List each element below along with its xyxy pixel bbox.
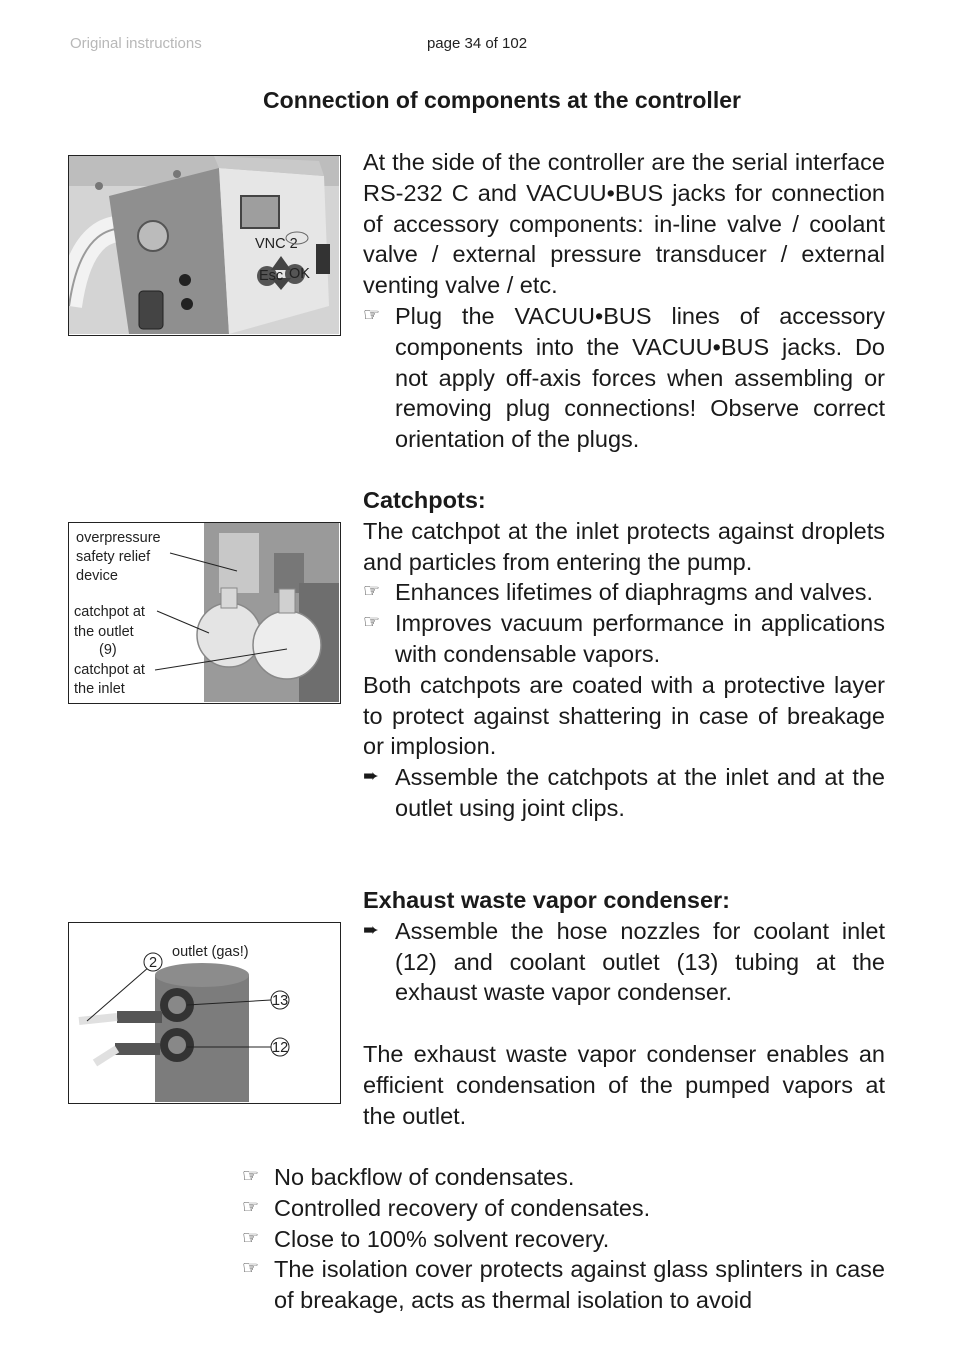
callout-13: 13 [272, 993, 289, 1009]
callout-12: 12 [272, 1040, 289, 1056]
catchpots-coating-paragraph: Both catchpots are coated with a protective layer to protect against shattering in case of breakage or implosion. [363, 671, 885, 760]
list-item [242, 1254, 885, 1316]
arrow-right-icon: ➨ [363, 766, 379, 788]
condenser-action [363, 916, 885, 1008]
list-item [242, 1224, 885, 1255]
list-item [242, 1162, 885, 1193]
catchpots-action [363, 762, 885, 824]
label-outlet-1: catchpot at [74, 604, 145, 620]
esc-key-label: Esc [259, 268, 284, 284]
list-item-text: The isolation cover protects against glass splinters in case of breakage, acts as thermal isolation to avoid [274, 1256, 885, 1314]
label-outlet-gas: outlet (gas!) [172, 944, 249, 960]
list-item-text: Controlled recovery of condensates. [274, 1194, 651, 1221]
catchpots-heading: Catchpots: [363, 487, 486, 513]
header-left: Original instructions [70, 35, 202, 52]
controller-bullet-text: Plug the VACUU•BUS lines of accessory components into the VACUU•BUS jacks. Do not apply off-axis forces when assembling or removing plug connections! Observe correct orientation of the plugs. [395, 302, 885, 453]
controller-photo [68, 155, 341, 336]
pointing-hand-icon: ☞ [363, 581, 381, 603]
pointing-hand-icon: ☞ [242, 1166, 260, 1187]
label-relief-3: device [76, 568, 118, 584]
list-item [242, 1193, 885, 1224]
arrow-right-icon: ➨ [363, 919, 379, 941]
label-inlet-2: the inlet [74, 681, 125, 697]
ok-key-label: OK [289, 266, 310, 282]
list-item-text: Close to 100% solvent recovery. [274, 1225, 610, 1252]
section-catchpots-text [363, 485, 885, 824]
catchpots-bullet-2 [363, 608, 885, 670]
controller-bullet [363, 301, 885, 455]
page-title: Connection of components at the controller [263, 87, 741, 113]
label-relief-1: overpressure [76, 530, 161, 546]
condenser-heading: Exhaust waste vapor condenser: [363, 887, 730, 913]
label-number-9: (9) [99, 642, 117, 658]
condenser-photo [68, 922, 341, 1104]
catchpots-bullet-text: Improves vacuum performance in applications with condensable vapors. [395, 610, 885, 667]
pointing-hand-icon: ☞ [242, 1258, 260, 1280]
pointing-hand-icon: ☞ [363, 612, 381, 634]
pointing-hand-icon: ☞ [363, 304, 381, 326]
page-number: page 34 of 102 [426, 35, 528, 52]
label-relief-2: safety relief [76, 549, 151, 565]
condenser-action-text: Assemble the hose nozzles for coolant inlet (12) and coolant outlet (13) tubing at the exhaust waste vapor condenser. [395, 917, 885, 1006]
catchpots-bullet-text: Enhances lifetimes of diaphragms and valves. [395, 579, 874, 606]
controller-paragraph: At the side of the controller are the serial interface RS-232 C and VACUU•BUS jacks for connection of accessory components: in-line valve / coolant valve / external pressure transducer / external venting valve / etc. [363, 149, 885, 299]
pointing-hand-icon: ☞ [242, 1196, 260, 1218]
brand-label: VNC 2 [255, 236, 298, 252]
catchpots-paragraph: The catchpot at the inlet protects against droplets and particles from entering the pump. [363, 517, 885, 575]
condenser-benefits-list [242, 1162, 885, 1316]
catchpots-photo [68, 522, 341, 704]
condenser-paragraph: The exhaust waste vapor condenser enables an efficient condensation of the pumped vapors at the outlet. [363, 1040, 885, 1129]
section-controller-text [363, 147, 885, 455]
catchpots-bullet-1 [363, 577, 885, 608]
pointing-hand-icon: ☞ [242, 1227, 260, 1249]
label-outlet-2: the outlet [74, 624, 134, 640]
section-condenser-text [363, 885, 885, 1131]
list-item-text: No backflow of condensates. [274, 1164, 575, 1190]
callout-2: 2 [149, 955, 158, 971]
catchpots-action-text: Assemble the catchpots at the inlet and at the outlet using joint clips. [395, 764, 885, 821]
label-inlet-1: catchpot at [74, 662, 145, 678]
